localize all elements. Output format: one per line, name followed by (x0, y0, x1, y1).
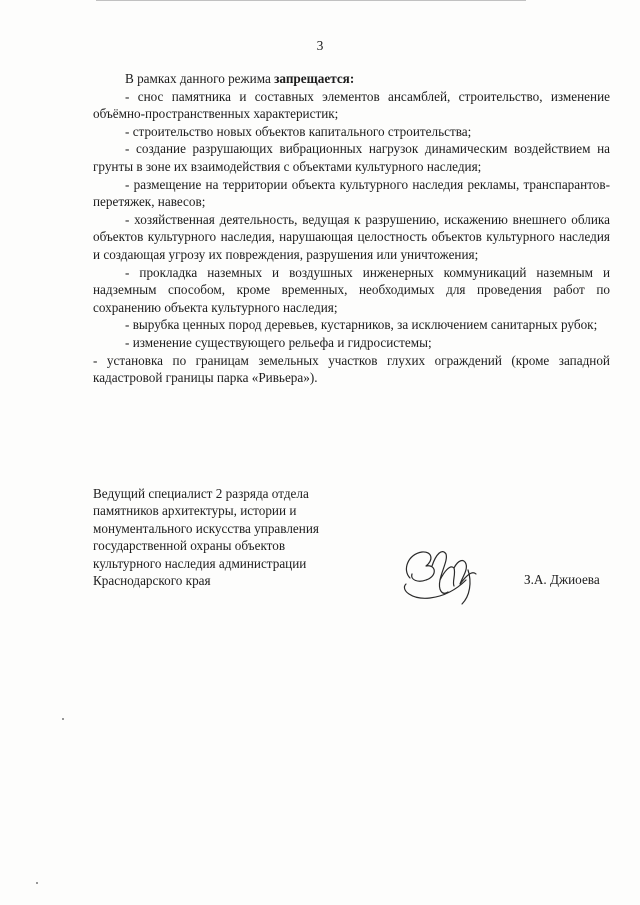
position-line: памятников архитектуры, истории и (93, 503, 297, 519)
scan-speck (36, 882, 38, 884)
scan-speck (62, 718, 64, 720)
signer-name: З.А. Джиоева (524, 572, 600, 587)
prohibition-item: - изменение существующего рельефа и гидросистемы; (125, 334, 432, 350)
prohibition-item: - вырубка ценных пород деревьев, кустарников, за исключением санитарных рубок; (125, 317, 598, 333)
prohibition-item-final: - установка по границам земельных участков глухих ограждений (кроме западной кадастровой границы парка «Ривьера»). (93, 352, 610, 386)
position-line: монументального искусства управления (93, 520, 319, 536)
intro-paragraph (93, 70, 610, 88)
intro-emphasis-text: запрещается: (274, 71, 355, 86)
position-line: государственной охраны объектов (93, 538, 286, 554)
handwritten-signature (396, 540, 492, 612)
prohibition-item: - строительство новых объектов капитального строительства; (125, 123, 472, 139)
prohibition-item: - размещение на территории объекта культурного наследия рекламы, транспарантов-перетяжек, навесов; (93, 176, 610, 210)
page-number: 3 (316, 38, 324, 53)
position-line: Ведущий специалист 2 разряда отдела (93, 486, 309, 501)
prohibition-item: - создание разрушающих вибрационных нагрузок динамическим воздействием на грунты в зоне их взаимодействия с объектами культурного наследия; (93, 141, 610, 174)
prohibition-item: - прокладка наземных и воздушных инженерных коммуникаций наземным и надземным способом, кроме временных, необходимых для проведения работ по сохранению объекта культурного наследия; (93, 264, 610, 315)
position-line: культурного наследия администрации (93, 555, 307, 571)
position-line: Краснодарского края (93, 573, 211, 589)
prohibition-item: - снос памятника и составных элементов ансамблей, строительство, изменение объёмно-пространственных характеристик; (93, 88, 610, 122)
prohibition-item: - хозяйственная деятельность, ведущая к разрушению, искажению внешнего облика объектов культурного наследия, нарушающая целостность объектов культурного наследия и создающая угрозу их повреждения, разрушения или уничтожения; (93, 211, 610, 262)
intro-lead-text: В рамках данного режима (125, 71, 275, 86)
scan-edge-line (96, 0, 526, 4)
document-body (93, 70, 610, 387)
signatory-position (93, 485, 373, 589)
